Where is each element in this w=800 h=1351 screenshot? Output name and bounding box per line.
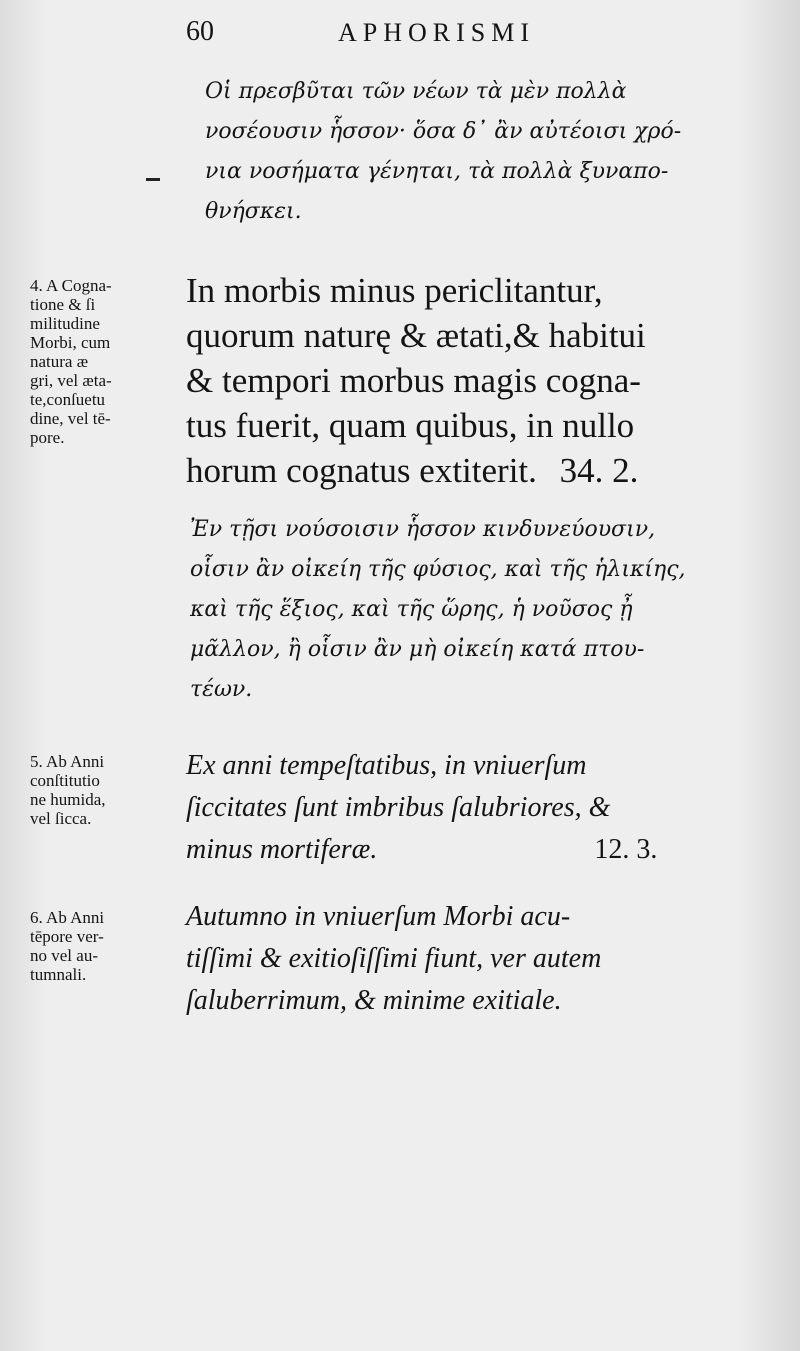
aphorism-line: horum cognatus extiterit. [186,451,537,490]
aphorism-4 [186,268,716,493]
sidenote-line: Morbi, cum [30,333,111,352]
sidenote-line: tumnali. [30,965,87,984]
sidenote-line: vel ſicca. [30,809,92,828]
sidenote-line: pore. [30,428,65,447]
sidenote-line: te,conſuetu [30,390,106,409]
aphorism-line: ſaluberrimum, & minime exitiale. [186,985,562,1016]
sidenote-line: natura æ [30,352,89,371]
aphorism-reference: 12. 3. [594,834,658,865]
aphorism-line: quorum naturę & ætati,& habitui [186,316,646,355]
sidenote-line: militudine [30,314,100,333]
aphorism-line: Ex anni tempeſtatibus, in vniuerſum [186,750,587,781]
sidenote-line: tione & ſi [30,295,96,314]
greek-line: θνήσκει. [205,199,302,224]
margin-mark [146,178,160,181]
aphorism-last-line [186,829,726,871]
sidenote-line: 6. Ab Anni [30,908,105,927]
greek-line: Ἐν τῇσι νούσοισιν ἧσσον κινδυνεύουσιν, [190,517,656,542]
greek-line: τέων. [190,677,253,702]
sidenote-line: ne humida, [30,790,106,809]
sidenote-6 [30,908,180,984]
sidenote-line: conſtitutio [30,771,100,790]
greek-line: νοσέουσιν ἧσσον· ὅσα δ᾽ ἂν αὐτέοισι χρό- [205,119,682,144]
sidenote-line: no vel au- [30,946,98,965]
aphorism-line: tiſſimi & exitioſiſſimi fiunt, ver autem [186,943,602,974]
sidenote-line: gri, vel æta- [30,371,112,390]
page-number: 60 [186,16,214,47]
sidenote-line: 4. A Cogna- [30,276,112,295]
greek-line: Οἱ πρεσβῦται τῶν νέων τὰ μὲν πολλὰ [205,79,627,104]
aphorism-reference: 34. 2. [559,451,639,490]
sidenote-line: 5. Ab Anni [30,752,105,771]
sidenote-4 [30,276,180,447]
greek-paragraph-1 [205,72,765,232]
aphorism-last-line [186,448,716,493]
aphorism-6 [186,896,726,1022]
page-header [0,12,800,52]
aphorism-line: Autumno in vniuerſum Morbi acu- [186,901,571,932]
greek-line: οἷσιν ἂν οἰκείη τῆς φύσιος, καὶ τῆς ἡλικίης, [190,557,686,582]
sidenote-5 [30,752,180,828]
running-title: APHORISMI [338,18,536,47]
greek-line: καὶ τῆς ἕξιος, καὶ τῆς ὥρης, ἡ νοῦσος ᾖ [190,597,633,622]
aphorism-line: & tempori morbus magis cogna- [186,361,641,400]
sidenote-line: tēpore ver- [30,927,104,946]
aphorism-line: tus fuerit, quam quibus, in nullo [186,406,635,445]
aphorism-line: ſiccitates ſunt imbribus ſalubriores, & [186,792,611,823]
sidenote-line: dine, vel tē- [30,409,111,428]
greek-line: μᾶλλον, ἢ οἷσιν ἂν μὴ οἰκείη κατά πτου- [190,637,645,662]
greek-line: νια νοσήματα γένηται, τὰ πολλὰ ξυναπο- [205,159,669,184]
aphorism-5 [186,745,726,871]
aphorism-line: minus mortiferæ. [186,834,378,865]
aphorism-line: In morbis minus periclitantur, [186,271,603,310]
greek-paragraph-2 [190,510,770,710]
